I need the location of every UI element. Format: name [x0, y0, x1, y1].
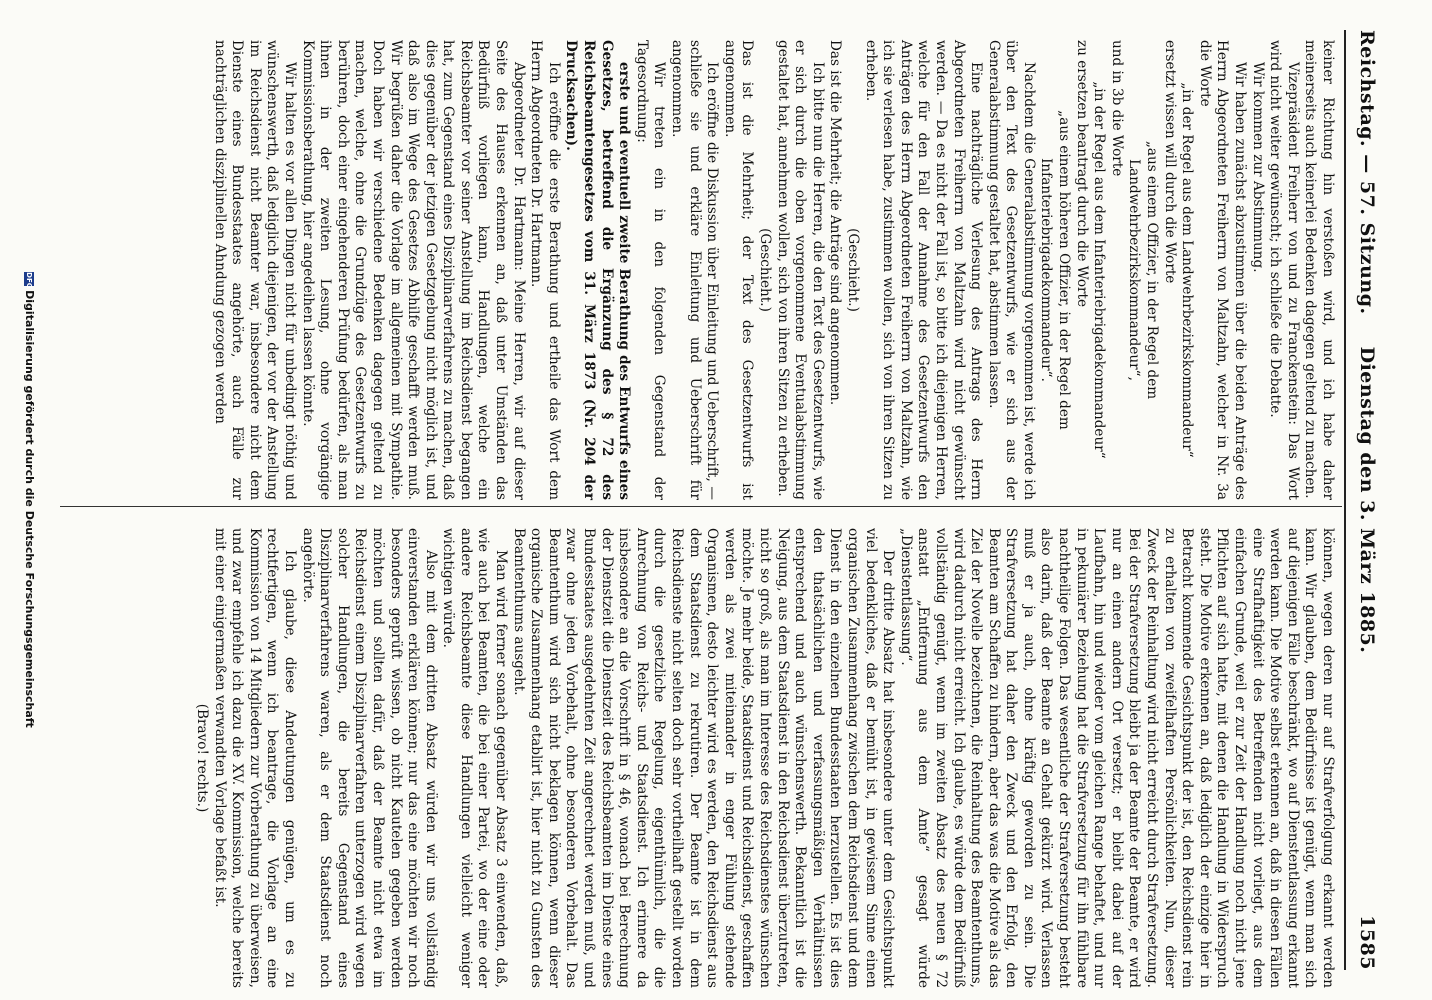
agenda-item: erste und eventuell zweite Berathung des Entwurfs eines Gesetzes, betreffend die Ergänzung des § 72 des Reichsbeamtengesetzes vom 31. März 1873 (Nr. 204 der Drucksachen). — [563, 40, 633, 500]
running-header — [1350, 30, 1384, 970]
stage-direction: (Bravo! rechts.) — [194, 703, 210, 813]
paragraph: Wir halten es vor allen Dingen nicht für unbedingt nöthig und wünschenswerth, daß lediglich diejenigen, der vor der Anstellung im Reichsdienst nicht Beamter war, insbesondere nicht dem Dienste eines Bundesstaates angehörte, auch Fälle zur nachträglichen disziplinellen Ahndung gezogen werden — [211, 40, 298, 500]
quote: „in der Regel aus dem Infanteriebrigadekommandeur“ — [1091, 81, 1108, 459]
quote: „in der Regel aus dem Landwehrbezirkskommandeur“ — [1179, 82, 1196, 458]
paragraph: Das ist die Mehrheit; die Anträge sind angenommen. — [827, 40, 844, 406]
digitization-credit — [18, 0, 36, 1000]
paragraph: Ich eröffne die Diskussion über Einleitung und Ueberschrift, — schließe sie und erkläre Einleitung und Ueberschrift für angenommen. — [669, 40, 721, 500]
paragraph: Das ist die Mehrheit; der Text des Gesetzentwurfs ist angenommen. — [721, 40, 756, 500]
quote: „aus einem Offizier, in der Regel dem Landwehrbezirkskommandeur“, — [1126, 140, 1161, 400]
paragraph: Man wird ferner sonach gegenüber Absatz 3 einwenden, daß, wie auch bei Beamten, die bei einer Partei, wo der eine oder andere Reichsbeamte diese Handlungen vielleicht weniger wichtigen würde. — [440, 528, 510, 988]
paragraph: Ich eröffne die erste Berathung und ertheile das Wort dem Herrn Abgeordneten Dr. Hartmann. — [528, 40, 562, 500]
paragraph: Ich bitte nun die Herren, die den Text des Gesetzentwurfs, wie er sich durch die oben vorgenommene Eventualabstimmung gestaltet hat, annehmen wollen, sich von ihren Sitzen zu erheben. — [774, 40, 826, 500]
left-column — [210, 40, 1336, 500]
credit-text: Digitalisierung gefördert durch die Deutsche Forschungsgemeinschaft — [23, 290, 36, 728]
header-left: Reichstag. — 57. Sitzung. — [1356, 30, 1378, 315]
paragraph: ersetzt wissen will durch die Worte — [1161, 40, 1178, 284]
paragraph: Eine nachträgliche Verlesung des Antrags des Herrn Abgeordneten Freiherrn von Maltzahn wird nicht gewünscht werden. — Da es nicht der Fall ist, so bitte ich diejenigen Herren, welche für den Fall der Annahme des Gesetzentwurfs den Anträgen des Herrn Abgeordneten Freiherrn von Maltzahn, wie ich sie verlesen habe, zustimmen wollen, sich von ihren Sitzen zu erheben. — [862, 40, 985, 500]
paragraph: Nachdem die Generalabstimmung vorgenommen ist, werde ich über den Text des Gesetzentwurfs, wie er sich aus der Generalabstimmung gestaltet hat, abstimmen lassen. — [985, 40, 1037, 500]
page-number: 1585 — [1356, 915, 1378, 970]
stage-direction: (Geschieht.) — [757, 228, 773, 312]
paragraph: Wir treten ein in den folgenden Gegenstand der Tagesordnung: — [633, 40, 668, 500]
paragraph: Wir haben zunächst abzustimmen über die beiden Anträge des Herrn Abgeordneten Freiherrn von Maltzahn, welcher in Nr. 3a die Worte — [1196, 40, 1249, 500]
header-center: Dienstag den 3. März 1885. — [1356, 346, 1378, 654]
paragraph: können, wegen deren nur auf Strafverfolgung erkannt werden kann. Wir glauben, dem Bedürfnisse ist genügt, wenn man sich auf diejenigen Fälle beschränkt, wo auf Dienstentlassung erkannt werden kann. Die Motive selbst erkennen an, daß in diesen Fällen eine Strafhaftigkeit des Betreffenden nicht vorliegt, aus dem einfachen Grunde, weil er zur Zeit der Handlung noch nicht jene Pflichten auf sich hatte, mit denen die Handlung in Widerspruch steht. Die Motive erkennen an, daß lediglich der einzige hier in Betracht kommende Gesichtspunkt der ist, den Reichsdienst rein zu erhalten von zweifelhaften Persönlichkeiten. Nun, dieser Zweck der Reinhaltung wird nicht erreicht durch Strafversetzung. Bei der Strafversetzung bleibt ja der Beamte der Beamte, er wird nur an einen andern Ort versetzt; er bleibt dabei auf der Laufbahn, hin und wieder vom gleichen Range behaftet, und nur in pekuniärer Beziehung hat die Strafversetzung für ihn fühlbare nachtheilige Folgen. Das wesentliche der Strafversetzung besteht also darin, daß der Beamte an Gehalt gekürzt wird. Verlassen muß er ja auch, ohne kräftig geworden zu sein. Die Strafversetzung hat daher den Zweck und den Erfolg, den Beamten am Schaffen zu hindern, aber das was die Motive als das Ziel der Novelle bezeichnen, die Reinhaltung des Beamtenthums, wird dadurch nicht erreicht. Ich glaube, es würde dem Bedürfniß vollständig genügt, wenn im zweiten Absatz des neuen § 72 anstatt „Entfernung aus dem Amte“ gesagt würde „Dienstentlassung“. — [897, 528, 1336, 988]
stage-direction: (Geschieht.) — [844, 228, 861, 312]
quote: „aus einem höheren Offizier, in der Regel dem Infanteriebrigadekommandeur“. — [1038, 110, 1073, 430]
paragraph: Vizepräsident Freiherr von und zu Franckenstein: Das Wort wird nicht weiter gewünscht; ich schließe die Debatte. — [1267, 40, 1301, 500]
paragraph: Ich glaube, diese Andeutungen genügen, um es zu rechtfertigen, wenn ich beantrage, die Vorlage an eine Kommission von 14 Mitgliedern zur Vorberathung zu überweisen, und zwar empfehle ich dazu die XV. Kommission, welche bereits mit einer einigermaßen verwandten Vorlage befaßt ist. — [211, 528, 298, 988]
paragraph: Also mit dem dritten Absatz würden wir uns vollständig einverstanden erklären können; nur das eine möchten wir noch besonders geprüft wissen, ob nicht Kautelen gegeben werden möchten und sollten dafür, daß der Beamte nicht etwa im Reichsdienst einem Disziplinarverfahren unterzogen wird wegen solcher Handlungen, die bereits Gegenstand eines Disziplinarverfahrens waren, als er dem Staatsdienst noch angehörte. — [299, 528, 439, 988]
paragraph: zu ersetzen beantragt durch die Worte — [1073, 40, 1090, 308]
paragraph: Abgeordneter Dr. Hartmann: Meine Herren, wir auf dieser Seite des Hauses erkennen an, daß unter Umständen das Bedürfniß vorliegen kann, Handlungen, welche ein Reichsbeamter vor seiner Anstellung im Reichsdienst begangen hat, zum Gegenstand eines Disziplinarverfahrens zu machen, daß dies gegenüber der jetzigen Gesetzgebung nicht möglich ist, und daß also im Wege des Gesetzes Abhilfe geschafft werden muß. Wir begrüßen daher die Vorlage im allgemeinen mit Sympathie. Doch haben wir verschiedene Bedenken dagegen geltend zu machen, welche, ohne die Grundzüge des Gesetzentwurfs zu berühren, doch einer eingehenderen Prüfung bedürfen, als man ihnen in der zweiten Lesung, ohne vorgängige Kommissionsberathung, hier angedeihen lassen könnte. — [299, 40, 527, 500]
right-column — [192, 528, 1336, 988]
paragraph: Wir kommen zur Abstimmung. — [1249, 62, 1266, 273]
paragraph: keiner Richtung hin verstoßen wird, und ich habe daher meinerseits auch keinerlei Bedenken dagegen geltend zu machen. — [1302, 40, 1336, 500]
paragraph: und in 3b die Worte — [1108, 40, 1125, 177]
column-divider — [60, 506, 1342, 507]
dfg-logo: DFG — [25, 272, 33, 289]
paragraph: Der dritte Absatz hat insbesondere unter dem Gesichtspunkt viel bedenkliches, daß er bemüht ist, in gewissem Sinne einen organischen Zusammenhang zwischen dem Reichsdienst und dem Dienst in den einzelnen Bundesstaaten herzustellen. Es ist dies den thatsächlichen und verfassungsmäßigen Verhältnissen entsprechend und auch wünschenswerth. Bekanntlich ist die Neigung, aus dem Staatsdienst in den Reichsdienst überzutreten, nicht so groß, als man im Interesse des Reichsdienstes wünschen möchte. Je mehr beide, Staatsdienst und Reichsdienst, geschaffen werden als zwei miteinander in enger Fühlung stehende Organismen, desto leichter wird es werden, den Reichsdienst aus dem Staatsdienst zu rekrutiren. Der Beamte ist in dem Reichsdienste nicht selten doch sehr vortheilhaft gestellt worden durch die gesetzliche Regelung, eigenthümlich, die die Anrechnung von Reichs- und Staatsdienst. Ich erinnere da insbesondere an die Vorschrift in § 46, wonach bei Berechnung der Dienstzeit die Dienstzeit des Reichsbeamten im Dienste eines Bundesstaates ausgedehnten Zeit angerechnet werden muß, und zwar ohne jeden Vorbehalt, ohne besonderen Vorbehalt. Das Beamtenthum wird sich nicht beklagen können, wenn dieser organische Zusammenhang etablirt ist, hier nicht zu Gunsten des Beamtenthums ausgeht. — [510, 528, 897, 988]
header-rule — [1344, 30, 1346, 970]
